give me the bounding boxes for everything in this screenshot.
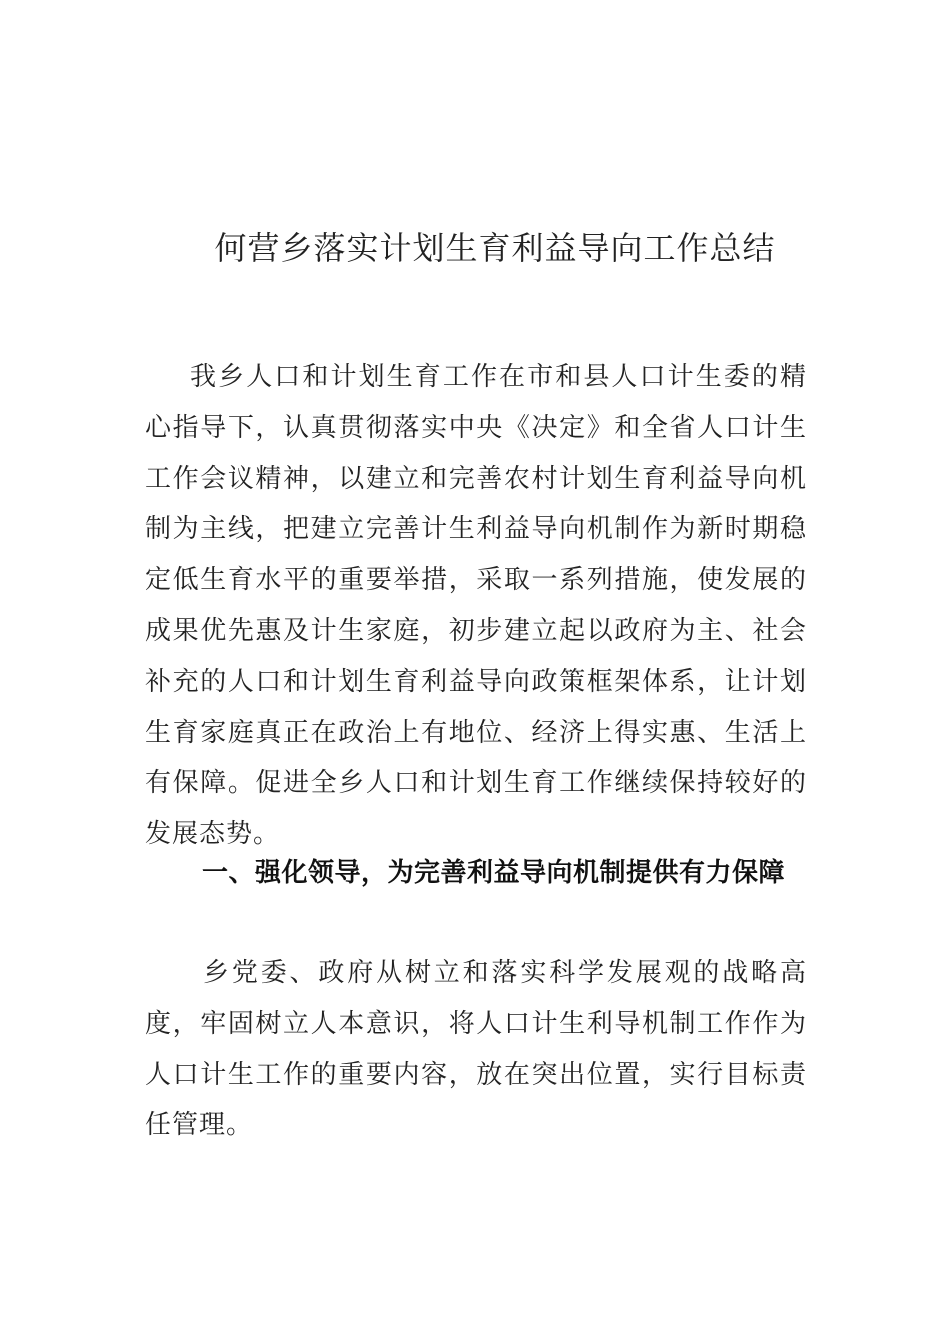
document-title: 何营乡落实计划生育利益导向工作总结	[214, 229, 776, 267]
section-heading: 一、强化领导，为完善利益导向机制提供有力保障	[202, 858, 786, 888]
intro-paragraph: 我乡人口和计划生育工作在市和县人口计生委的精心指导下，认真贯彻落实中央《决定》和全省人口计生工作会议精神，以建立和完善农村计划生育利益导向机制为主线，把建立完善计生利益导向机制作为新时期稳定低生育水平的重要举措，采取一系列措施，使发展的成果优先惠及计生家庭，初步建立起以政府为主、社会补充的人口和计划生育利益导向政策框架体系，让计划生育家庭真正在政治上有地位、经济上得实惠、生活上有保障。促进全乡人口和计划生育工作继续保持较好的发展态势。	[145, 362, 807, 850]
section-paragraph: 乡党委、政府从树立和落实科学发展观的战略高度，牢固树立人本意识，将人口计生利导机制工作作为人口计生工作的重要内容，放在突出位置，实行目标责任管理。	[145, 958, 807, 1141]
